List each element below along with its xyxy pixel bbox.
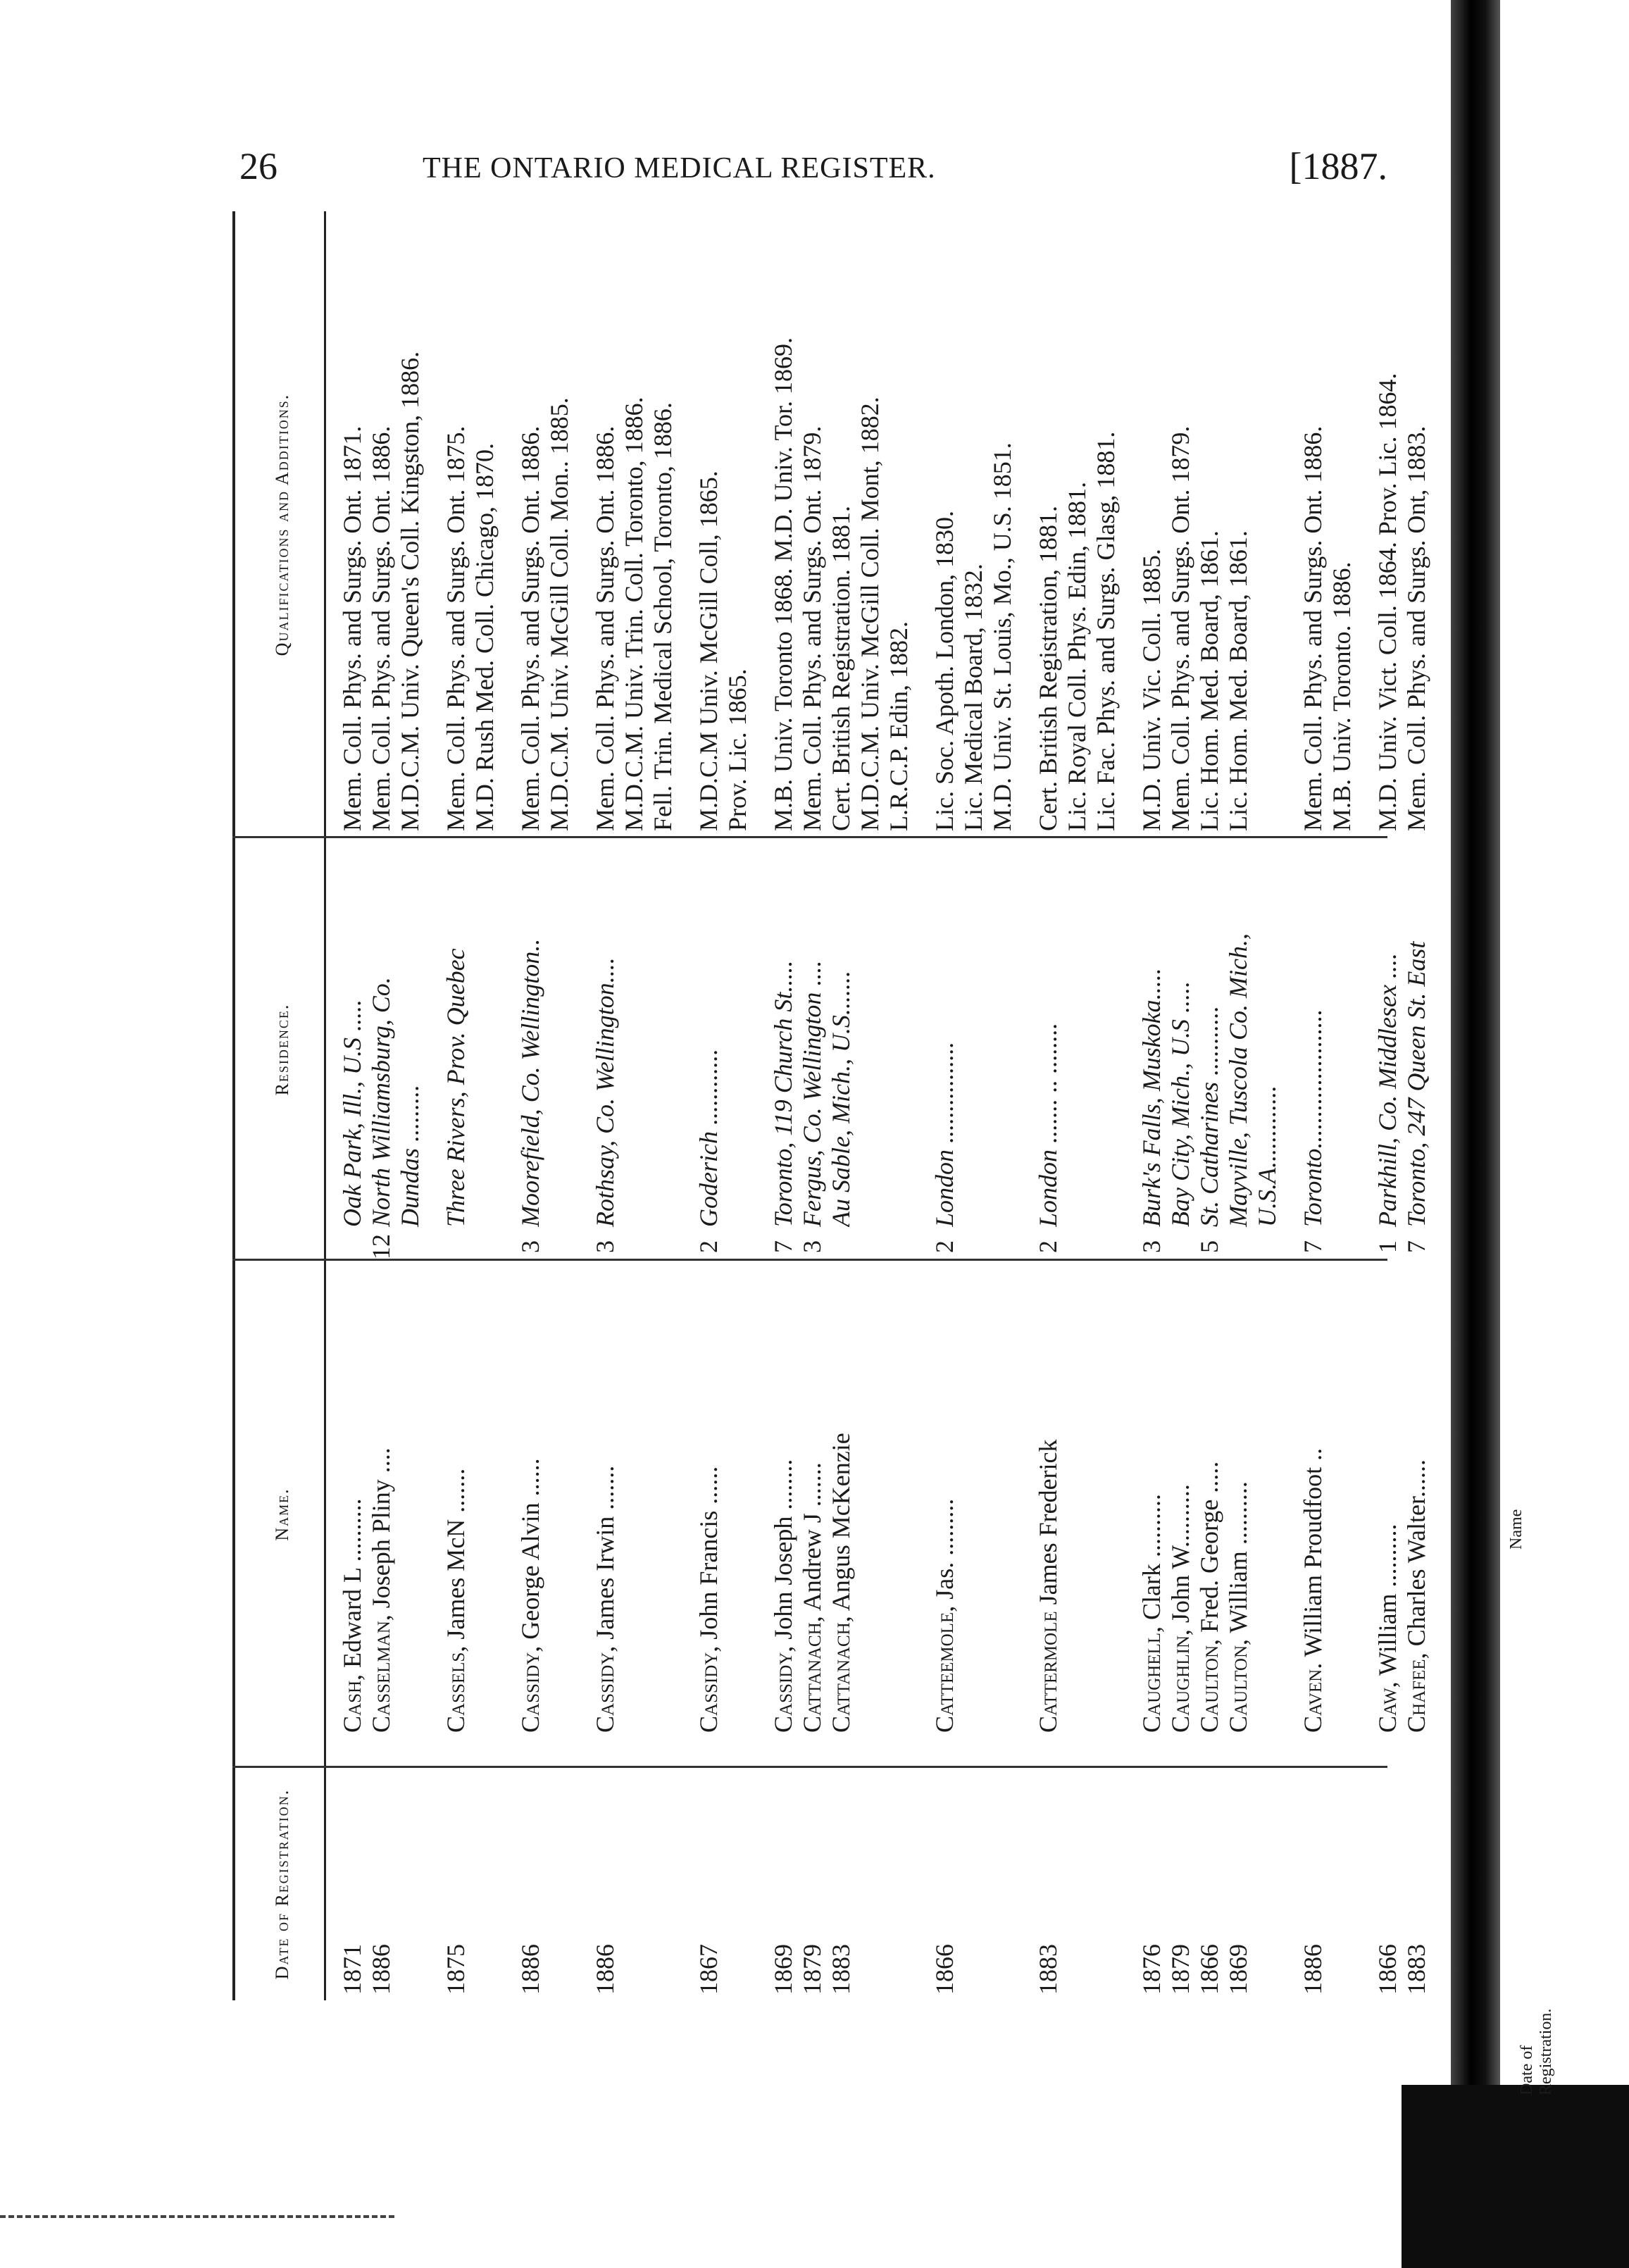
practitioner-name [1195, 1268, 1224, 1733]
given-names: Andrew J ....... [798, 1462, 826, 1612]
practitioner-name [1137, 1268, 1166, 1733]
qualifications: Mem. Coll. Phys. and Surgs. Ont. 1886. [516, 425, 544, 831]
residence: Bay City, Mich., U.S ..... [1166, 981, 1194, 1227]
practitioner-name [1373, 1268, 1402, 1733]
practitioner-name [591, 1268, 620, 1733]
table-row [649, 211, 678, 2000]
top-rule [232, 211, 235, 2000]
residence: Mayville, Tuscola Co. Mich., [1224, 933, 1252, 1227]
next-page-stub-name: Name [1507, 1509, 1525, 1550]
given-names: Joseph Pliny .... [367, 1447, 395, 1609]
practitioner-name [769, 1268, 798, 1733]
residence: Dundas ......... [396, 1084, 424, 1227]
table-row [396, 211, 425, 2000]
registration-year: 1886 [591, 1944, 619, 1995]
given-names: Clark .......... [1137, 1493, 1166, 1620]
qualifications: M.D.C.M. Univ. McGill Coll. Mon.. 1885. [545, 397, 573, 831]
division-number: 2 [930, 1240, 959, 1253]
entry-group [694, 211, 752, 2000]
next-page-stub-date: Date of Registration. [1518, 2008, 1555, 2095]
given-names: William Proudfoot .. [1299, 1447, 1327, 1657]
given-names: Fred. George ..... [1195, 1461, 1223, 1633]
page-number: 26 [239, 145, 277, 187]
practitioner-name [694, 1268, 723, 1733]
qualifications: Mem. Coll. Phys. and Surgs. Ont. 1886. [591, 425, 619, 831]
residence: Au Sable, Mich., U.S....... [827, 971, 855, 1227]
residence: Three Rivers, Prov. Quebec [442, 948, 470, 1227]
residence: Moorefield, Co. Wellington.. [516, 938, 544, 1227]
given-names: William .......... [1224, 1481, 1252, 1633]
binding-shadow [1451, 0, 1500, 2268]
surname: Cattanach, [827, 1616, 855, 1733]
table-row [1299, 211, 1328, 2000]
table-row [769, 211, 798, 2000]
residence: Parkhill, Co. Middlesex .... [1373, 953, 1402, 1227]
qualifications: Fell. Trin. Medical School, Toronto, 1886. [649, 402, 677, 831]
practitioner-name [1034, 1268, 1063, 1733]
qualifications: Lic. Fac. Phys. and Surgs. Glasg, 1881. [1092, 431, 1120, 831]
given-names: John Joseph ........ [769, 1459, 797, 1640]
scan-artifact-line [0, 2215, 394, 2218]
residence: U.S.A............. [1253, 1085, 1281, 1227]
table-row [338, 211, 367, 2000]
table-row [1402, 211, 1431, 2000]
practitioner-name [338, 1268, 367, 1733]
col-head-name: Name. [272, 1488, 292, 1541]
practitioner-name [516, 1268, 545, 1733]
division-number: 1 [1373, 1240, 1402, 1253]
entry-group [1373, 211, 1431, 2000]
surname: Caulton, [1195, 1638, 1223, 1733]
residence: London ................ [930, 1041, 959, 1227]
entry-group [338, 211, 425, 2000]
surname: Caughell, [1137, 1626, 1166, 1733]
surname: Cassels, [442, 1645, 470, 1733]
practitioner-name [1299, 1268, 1328, 1733]
residence: Toronto...................... [1299, 1009, 1327, 1227]
table-row [620, 211, 649, 2000]
given-names: Edward L .......... [338, 1498, 366, 1668]
registration-year: 1869 [769, 1944, 797, 1995]
entry-group [1034, 211, 1121, 2000]
given-names: George Alvin ...... [516, 1458, 544, 1640]
practitioner-name [827, 1268, 856, 1733]
surname: Chafee, [1402, 1652, 1430, 1733]
registration-year: 1875 [442, 1944, 470, 1995]
entry-group [1299, 211, 1356, 2000]
qualifications: Mem. Coll. Phys. and Surgs. Ont. 1879. [798, 425, 826, 831]
registration-year: 1866 [930, 1944, 959, 1995]
registration-year: 1883 [827, 1944, 855, 1995]
residence: Oak Park, Ill., U.S ..... [338, 999, 366, 1227]
table-row [367, 211, 396, 2000]
surname: Cassidy, [694, 1645, 723, 1733]
registration-year: 1886 [1299, 1944, 1327, 1995]
table-row [1034, 211, 1063, 2000]
page-header [239, 137, 1387, 194]
registration-year: 1883 [1402, 1944, 1430, 1995]
qualifications: M.D.C.M. Univ. Trin. Coll. Toronto, 1886. [620, 397, 648, 831]
division-number: 3 [798, 1240, 826, 1253]
registration-year: 1871 [338, 1944, 366, 1995]
registration-year: 1866 [1195, 1944, 1223, 1995]
qualifications: M.D. Univ. St. Louis, Mo., U.S. 1851. [988, 442, 1016, 831]
col-head-date: Date of Registration. [272, 1788, 292, 1980]
residence: Burk's Falls, Muskoka..... [1137, 968, 1166, 1227]
qualifications: Lic. Medical Board, 1832. [959, 563, 987, 831]
header-rule [324, 211, 326, 2000]
table-row [1195, 211, 1224, 2000]
qualifications: Cert. British Registration. 1881. [827, 506, 855, 831]
surname: Caughlin, [1166, 1629, 1194, 1733]
given-names: James McN ....... [442, 1468, 470, 1640]
entry-group [769, 211, 913, 2000]
registration-year: 1866 [1373, 1944, 1402, 1995]
table-row [856, 211, 885, 2000]
registration-year: 1869 [1224, 1944, 1252, 1995]
table-row [1253, 211, 1282, 2000]
division-number: 5 [1195, 1240, 1223, 1253]
qualifications: Cert. British Registration, 1881. [1034, 506, 1062, 831]
qualifications: M.D.C.M. Univ. Queen's Coll. Kingston, 1886. [396, 351, 424, 831]
registration-year: 1886 [516, 1944, 544, 1995]
qualifications: M.D.C.M Univ. McGill Coll, 1865. [694, 471, 723, 831]
entry-group [1137, 211, 1282, 2000]
entry-group [516, 211, 574, 2000]
table-row [591, 211, 620, 2000]
practitioner-name [930, 1268, 959, 1733]
register-rows [338, 211, 1448, 2000]
register-table [232, 211, 1430, 2000]
qualifications: L.R.C.P. Edin, 1882. [885, 621, 913, 831]
qualifications: M.B. Univ. Toronto 1868. M.D. Univ. Tor. 1869. [769, 337, 797, 831]
surname: Cattermole [1034, 1611, 1062, 1733]
qualifications: Mem. Coll. Phys. and Surgs. Ont. 1886. [367, 425, 395, 831]
division-number: 3 [1137, 1240, 1166, 1253]
residence: Fergus, Co. Wellington .... [798, 960, 826, 1227]
practitioner-name [1402, 1268, 1431, 1733]
qualifications: M.D. Univ. Vict. Coll. 1864. Prov. Lic. 1864. [1373, 373, 1402, 831]
col-head-residence: Residence. [272, 1003, 292, 1096]
practitioner-name [367, 1268, 396, 1733]
residence: Rothsay, Co. Wellington.... [591, 957, 619, 1227]
surname: Cassidy, [591, 1645, 619, 1733]
header-year: [1887. [1289, 145, 1387, 187]
given-names: James Frederick [1034, 1439, 1062, 1605]
given-names: John Francis ...... [694, 1466, 723, 1640]
table-row [1328, 211, 1356, 2000]
division-number: 3 [516, 1240, 544, 1253]
table-row [827, 211, 856, 2000]
entry-group [930, 211, 1017, 2000]
qualifications: Mem. Coll. Phys. and Surgs. Ont. 1879. [1166, 425, 1194, 831]
qualifications: Prov. Lic. 1865. [723, 668, 751, 831]
table-row [798, 211, 827, 2000]
table-row [988, 211, 1017, 2000]
given-names: Angus McKenzie [827, 1433, 855, 1612]
entry-group [591, 211, 678, 2000]
given-names: Charles Walter...... [1402, 1459, 1430, 1647]
surname: Cattanach, [798, 1616, 826, 1733]
table-row [1137, 211, 1166, 2000]
table-row [1166, 211, 1195, 2000]
table-row [694, 211, 723, 2000]
qualifications: M.D.C.M. Univ. McGill Coll. Mont, 1882. [856, 397, 884, 831]
residence: London ....... .. ........ [1034, 1022, 1062, 1227]
practitioner-name [798, 1268, 827, 1733]
qualifications: Lic. Hom. Med. Board, 1861. [1195, 530, 1223, 831]
given-names: James Irwin ....... [591, 1465, 619, 1640]
table-row [885, 211, 913, 2000]
table-row [723, 211, 752, 2000]
qualifications: Lic. Soc. Apoth. London, 1830. [930, 511, 959, 831]
surname: Caulton, [1224, 1638, 1252, 1733]
registration-year: 1886 [367, 1944, 395, 1995]
surname: Casselman, [367, 1614, 395, 1733]
residence: Goderich ............ [694, 1049, 723, 1227]
given-names: William .......... [1373, 1524, 1402, 1676]
residence: Toronto, 247 Queen St. East [1402, 941, 1430, 1227]
division-number: 7 [1402, 1240, 1430, 1253]
qualifications: M.D. Univ. Vic. Coll. 1885. [1137, 549, 1166, 831]
running-title: THE ONTARIO MEDICAL REGISTER. [423, 152, 936, 185]
division-number: 2 [1034, 1240, 1062, 1253]
qualifications: Lic. Hom. Med. Board, 1861. [1224, 530, 1252, 831]
table-row [1373, 211, 1402, 2000]
qualifications: Lic. Royal Coll. Phys. Edin, 1881. [1063, 481, 1091, 831]
registration-year: 1876 [1137, 1944, 1166, 1995]
given-names: Jas. ......... [930, 1498, 959, 1600]
table-row [545, 211, 574, 2000]
qualifications: M.D. Rush Med. Coll. Chicago, 1870. [470, 442, 499, 831]
binding-shadow-base [1402, 2085, 1629, 2268]
table-row [470, 211, 499, 2000]
surname: Caven. [1299, 1662, 1327, 1733]
registration-year: 1879 [1166, 1944, 1194, 1995]
residence: North Williamsburg, Co. [367, 977, 395, 1227]
practitioner-name [1166, 1268, 1195, 1733]
surname: Cassidy, [769, 1645, 797, 1733]
table-row [1092, 211, 1121, 2000]
division-number: 7 [1299, 1240, 1327, 1253]
table-row [442, 211, 470, 2000]
entry-group [442, 211, 499, 2000]
surname: Catteemole, [930, 1605, 959, 1733]
qualifications: Mem. Coll. Phys. and Surgs. Ont. 1871. [338, 425, 366, 831]
division-number: 2 [694, 1240, 723, 1253]
residence: St. Catharines ........... [1195, 1005, 1223, 1227]
col-head-qualifications: Qualifications and Additions. [272, 393, 292, 656]
surname: Caw, [1373, 1681, 1402, 1733]
table-row [930, 211, 959, 2000]
given-names: John W.......... [1166, 1484, 1194, 1624]
qualifications: Mem. Coll. Phys. and Surgs. Ont. 1886. [1299, 425, 1327, 831]
division-number: 3 [591, 1240, 619, 1253]
practitioner-name [1224, 1268, 1253, 1733]
table-row [1063, 211, 1092, 2000]
qualifications: Mem. Coll. Phys. and Surgs. Ont. 1875. [442, 425, 470, 831]
surname: Cassidy, [516, 1645, 544, 1733]
division-number: 7 [769, 1240, 797, 1253]
division-number: 12 [367, 1234, 395, 1259]
residence: Toronto, 119 Church St..... [769, 960, 797, 1227]
surname: Cash, [338, 1674, 366, 1733]
table-row [1224, 211, 1253, 2000]
qualifications: M.B. Univ. Toronto. 1886. [1328, 561, 1356, 831]
registration-year: 1883 [1034, 1944, 1062, 1995]
table-row [959, 211, 988, 2000]
qualifications: Mem. Coll. Phys. and Surgs. Ont, 1883. [1402, 425, 1430, 831]
practitioner-name [442, 1268, 470, 1733]
registration-year: 1867 [694, 1944, 723, 1995]
registration-year: 1879 [798, 1944, 826, 1995]
table-row [516, 211, 545, 2000]
